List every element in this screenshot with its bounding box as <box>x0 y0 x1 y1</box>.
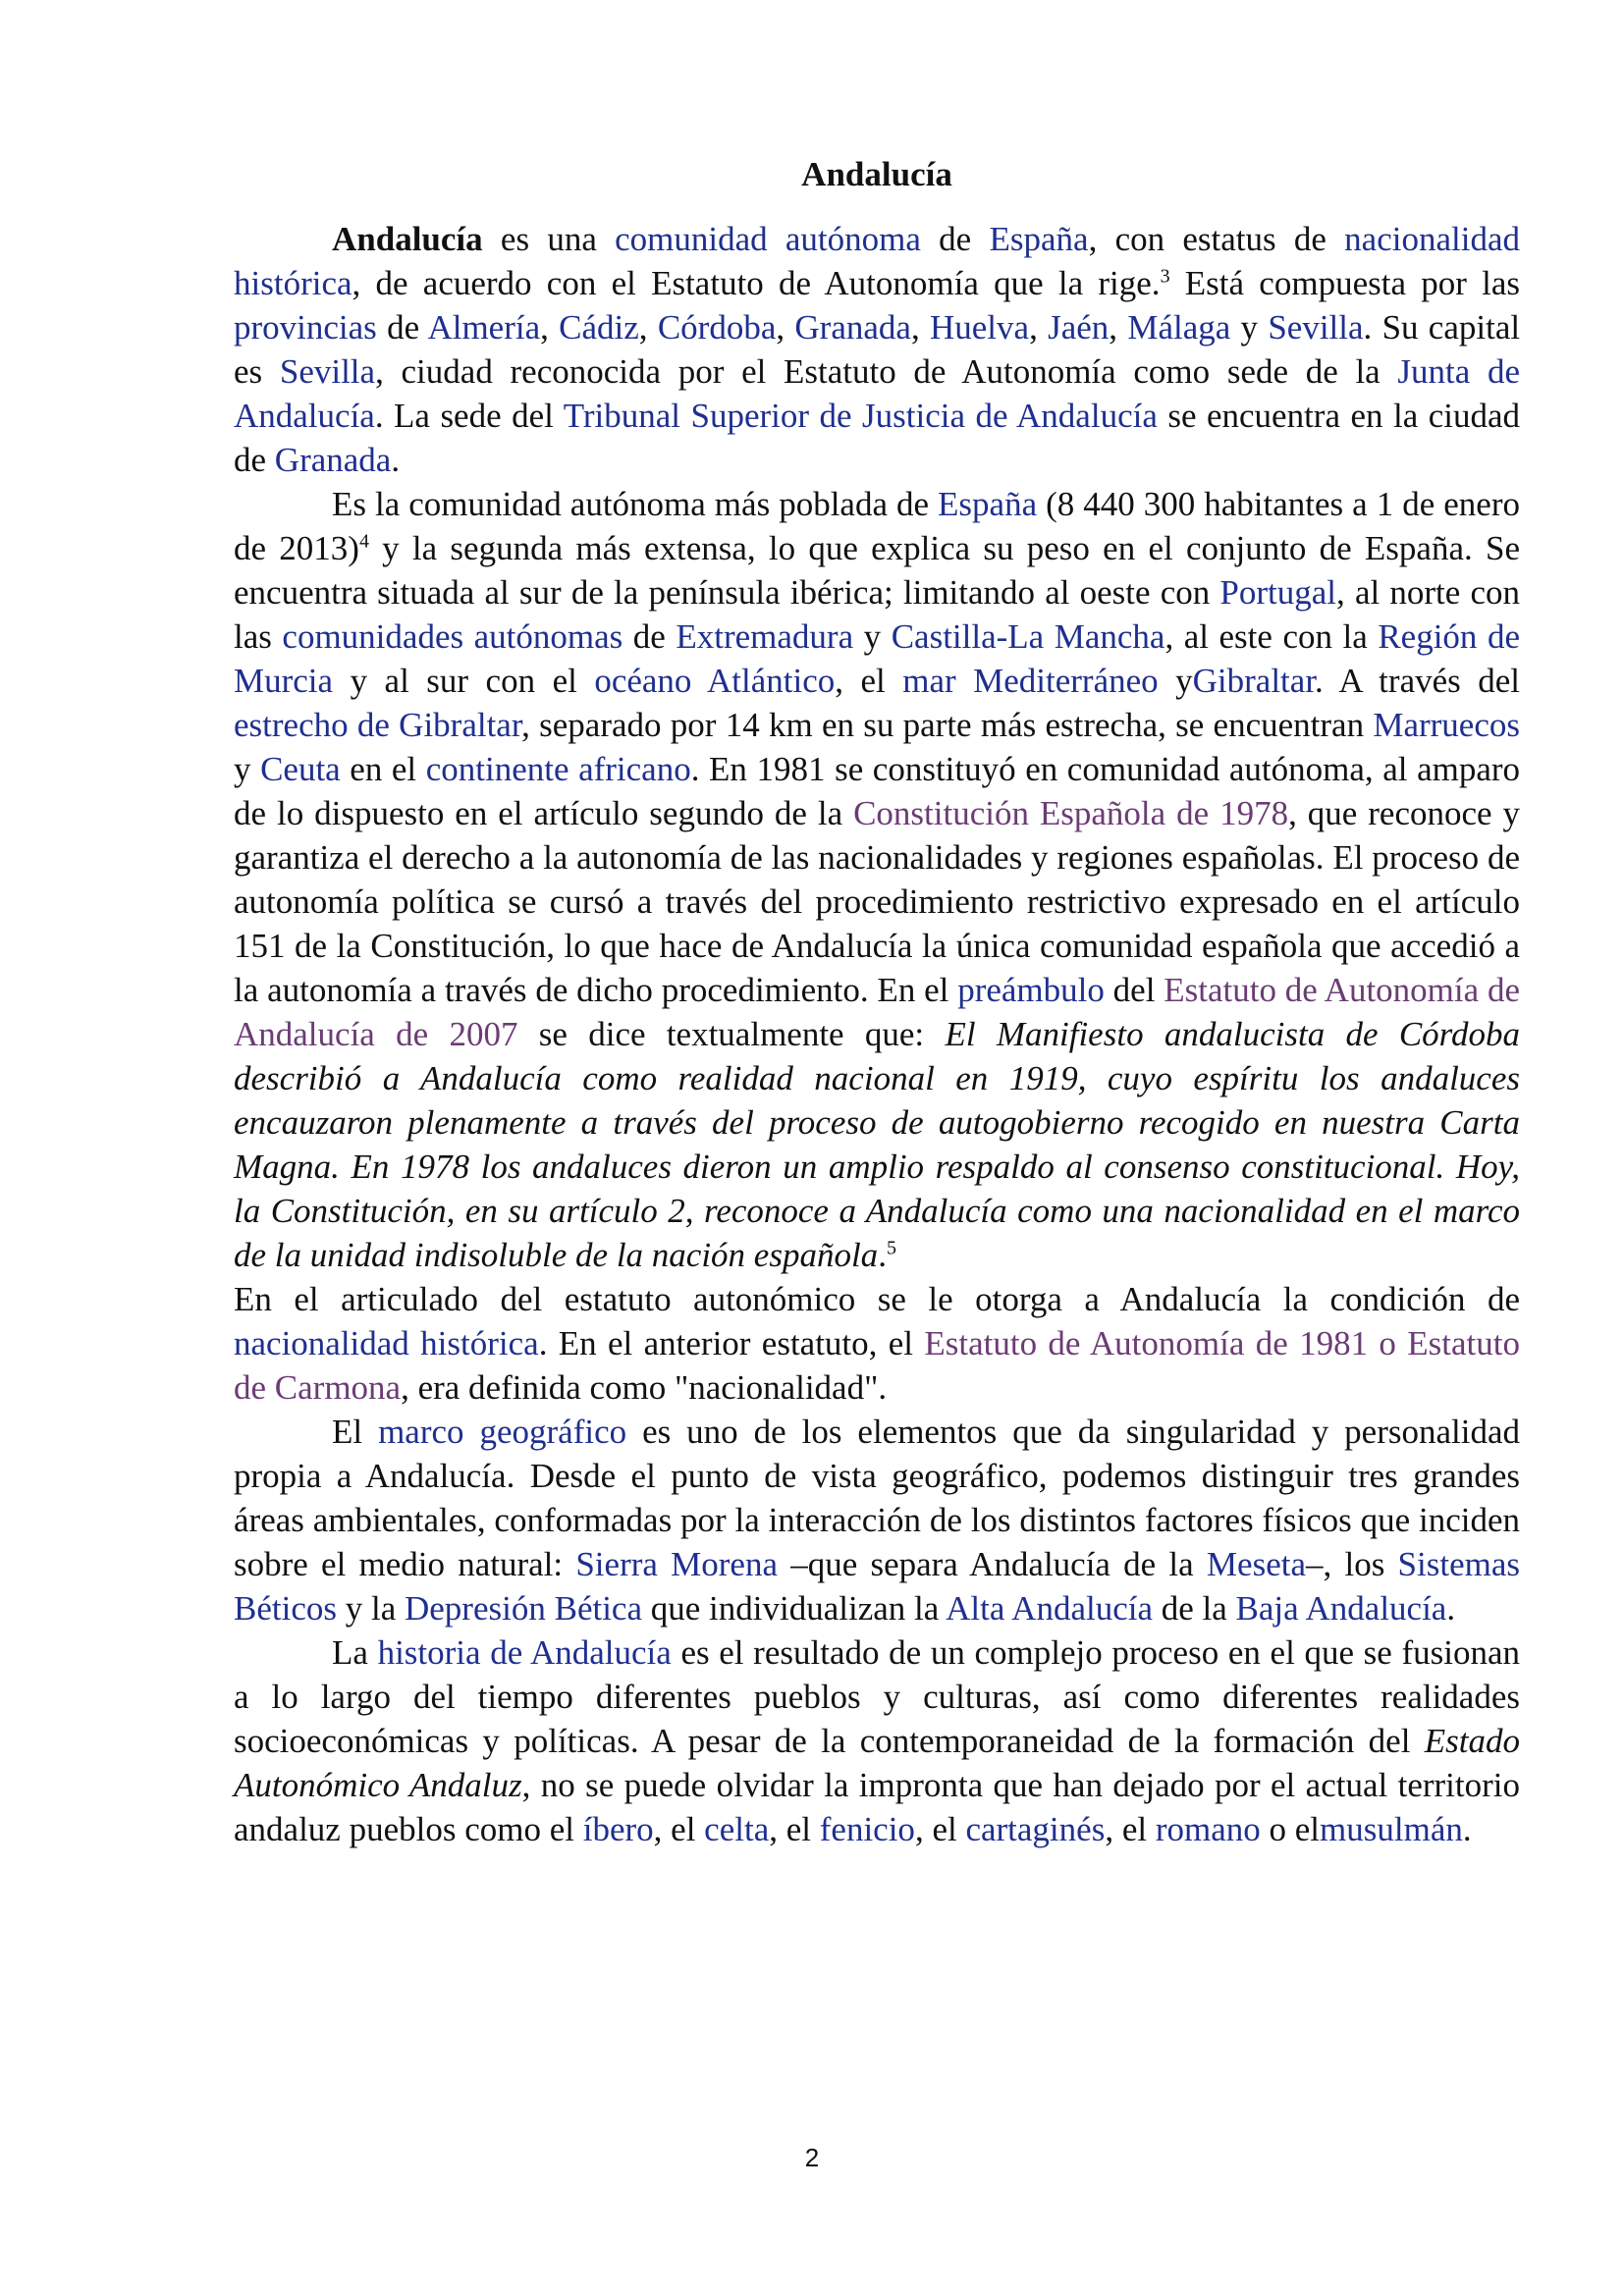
text: de <box>623 617 677 656</box>
text: y la segunda más extensa, lo que explica su peso en el conjunto de España. Se encuentra situada al sur de la península ibérica; limitando al oeste con <box>234 529 1520 612</box>
text: es uno de los elementos que da singularidad y personalidad propia a Andalucía. Desde el punto de vista geográfico, podemos distinguir tres grandes áreas ambientales, conformadas por la interacción de los distintos factores físicos que inciden sobre el medio natural: <box>234 1413 1520 1583</box>
link-mar-mediterraneo[interactable]: mar Mediterráneo <box>902 662 1159 700</box>
link-marco-geografico[interactable]: marco geográfico <box>378 1413 627 1451</box>
link-tribunal-superior[interactable]: Tribunal Superior de Justicia de Andalucía <box>563 397 1158 435</box>
text: , el <box>914 1810 966 1848</box>
link-sistemas-beticos[interactable]: Sistemas Béticos <box>234 1545 1520 1628</box>
paragraph-population <box>234 482 1520 1277</box>
link-constitucion-1978[interactable]: Constitución Española de 1978 <box>853 794 1289 832</box>
link-cartagines[interactable]: cartaginés <box>965 1810 1106 1848</box>
paragraph-historia <box>234 1630 1520 1851</box>
text: , <box>776 308 795 347</box>
text: de la <box>1153 1589 1236 1628</box>
document-body <box>234 152 1520 1851</box>
link-sevilla[interactable]: Sevilla <box>1268 308 1364 347</box>
link-cadiz[interactable]: Cádiz <box>559 308 639 347</box>
link-extremadura[interactable]: Extremadura <box>676 617 854 656</box>
link-alta-andalucia[interactable]: Alta Andalucía <box>946 1589 1153 1628</box>
text: , al este con la <box>1164 617 1379 656</box>
link-ceuta[interactable]: Ceuta <box>260 750 341 788</box>
text: y <box>1230 308 1269 347</box>
page-title: Andalucía <box>801 155 952 193</box>
text: , separado por 14 km en su parte más estrecha, se encuentran <box>521 706 1374 744</box>
link-portugal[interactable]: Portugal <box>1219 573 1337 612</box>
text: Es la comunidad autónoma más poblada de <box>332 485 939 523</box>
text: se dice textualmente que: <box>517 1015 946 1053</box>
text: en el <box>340 750 426 788</box>
text: , ciudad reconocida por el Estatuto de Autonomía como sede de la <box>375 352 1398 391</box>
link-junta-de-andalucia[interactable]: Junta de Andalucía <box>234 352 1521 435</box>
link-espana[interactable]: España <box>938 485 1038 523</box>
link-sierra-morena[interactable]: Sierra Morena <box>575 1545 778 1583</box>
text: , el <box>1105 1810 1156 1848</box>
text: . <box>1446 1589 1456 1628</box>
text: , al norte con las <box>234 573 1520 656</box>
text: , <box>1109 308 1128 347</box>
link-continente-africano[interactable]: continente africano <box>425 750 691 788</box>
text: o el <box>1260 1810 1321 1848</box>
text: es el resultado de un complejo proceso en el que se fusionan a lo largo del tiempo diferentes pueblos y culturas, así como diferentes realidades socioeconómicas y políticas. A pesar de la contemporaneidad de la formación del <box>234 1633 1520 1760</box>
paragraph-geografia <box>234 1410 1520 1630</box>
link-provincias[interactable]: provincias <box>234 308 377 347</box>
link-romano[interactable]: romano <box>1155 1810 1261 1848</box>
text: , el <box>769 1810 820 1848</box>
link-estrecho-de-gibraltar[interactable]: estrecho de Gibraltar <box>234 706 522 744</box>
bold-term: Andalucía <box>332 220 483 258</box>
link-preambulo[interactable]: preámbulo <box>957 971 1105 1009</box>
text: , con estatus de <box>1088 220 1345 258</box>
text: . En 1981 se constituyó en comunidad autónoma, al amparo de lo dispuesto en el artículo segundo de la <box>234 750 1521 832</box>
link-historia-de-andalucia[interactable]: historia de Andalucía <box>377 1633 672 1672</box>
link-comunidad-autonoma[interactable]: comunidad autónoma <box>615 220 921 258</box>
text: , <box>910 308 930 347</box>
link-celta[interactable]: celta <box>704 1810 770 1848</box>
text: . <box>878 1236 887 1274</box>
page-number: 2 <box>804 2143 820 2172</box>
text: y <box>1158 662 1193 700</box>
text: La <box>332 1633 378 1672</box>
link-baja-andalucia[interactable]: Baja Andalucía <box>1235 1589 1447 1628</box>
text: se encuentra en la ciudad de <box>234 397 1521 479</box>
text: . En el anterior estatuto, el <box>538 1324 925 1362</box>
text: , <box>1029 308 1049 347</box>
italic-term: Estado Autonómico Andaluz <box>234 1722 1520 1804</box>
quote-italic: El Manifiesto andalucista de Córdoba describió a Andalucía como realidad nacional en 1919, cuyo espíritu los andaluces encauzaron plenamente a través del proceso de autogobierno recogido en nuestra Carta Magna. En 1978 los andaluces dieron un amplio respaldo al consenso constitucional. Hoy, la Constitución, en su artículo 2, reconoce a Andalucía como una nacionalidad en el marco de la unidad indisoluble de la nación española <box>234 1015 1520 1274</box>
text: , <box>638 308 658 347</box>
link-granada[interactable]: Granada <box>794 308 911 347</box>
text: . Su capital es <box>234 308 1521 391</box>
text: , de acuerdo con el Estatuto de Autonomía que la rige. <box>352 264 1161 302</box>
link-ibero[interactable]: íbero <box>582 1810 654 1848</box>
link-nacionalidad-historica[interactable]: nacionalidad histórica <box>234 1324 539 1362</box>
footnote-ref-4[interactable]: 4 <box>358 530 369 553</box>
footnote-ref-5[interactable]: 5 <box>886 1237 896 1259</box>
link-estatuto-2007[interactable]: Estatuto de Autonomía de Andalucía de 2007 <box>234 971 1520 1053</box>
text: . <box>391 441 401 479</box>
link-gibraltar[interactable]: Gibraltar <box>1192 662 1316 700</box>
text: . A través del <box>1315 662 1520 700</box>
link-marruecos[interactable]: Marruecos <box>1373 706 1520 744</box>
link-granada-ciudad[interactable]: Granada <box>274 441 392 479</box>
text: , el <box>835 662 903 700</box>
text: que individualizan la <box>642 1589 947 1628</box>
link-depresion-betica[interactable]: Depresión Bética <box>405 1589 642 1628</box>
text: , <box>540 308 560 347</box>
link-castilla-la-mancha[interactable]: Castilla-La Mancha <box>891 617 1165 656</box>
link-espana[interactable]: España <box>989 220 1089 258</box>
text: es una <box>482 220 616 258</box>
text: , no se puede olvidar la impronta que han dejado por el actual territorio andaluz pueblos como el <box>234 1766 1520 1848</box>
link-huelva[interactable]: Huelva <box>929 308 1030 347</box>
text: En el articulado del estatuto autonómico se le otorga a Andalucía la condición de <box>234 1280 1520 1318</box>
text: –, los <box>1306 1545 1398 1583</box>
link-sevilla-capital[interactable]: Sevilla <box>279 352 376 391</box>
link-jaen[interactable]: Jaén <box>1048 308 1110 347</box>
link-fenicio[interactable]: fenicio <box>819 1810 915 1848</box>
link-malaga[interactable]: Málaga <box>1127 308 1231 347</box>
text: , el <box>653 1810 705 1848</box>
link-musulman[interactable]: musulmán <box>1320 1810 1463 1848</box>
link-nacionalidad-historica[interactable]: nacionalidad histórica <box>234 220 1520 302</box>
text: Está compuesta por las <box>1169 264 1521 302</box>
link-meseta[interactable]: Meseta <box>1206 1545 1306 1583</box>
text: (8 440 300 habitantes a 1 de enero de 2013) <box>234 485 1520 567</box>
text: y <box>234 750 261 788</box>
footnote-ref-3[interactable]: 3 <box>1160 265 1170 288</box>
link-almeria[interactable]: Almería <box>427 308 541 347</box>
link-cordoba[interactable]: Córdoba <box>657 308 777 347</box>
link-oceano-atlantico[interactable]: océano Atlántico <box>594 662 836 700</box>
text: , era definida como "nacionalidad". <box>401 1368 888 1407</box>
paragraph-articulado <box>234 1277 1520 1410</box>
text: y al sur con el <box>333 662 595 700</box>
link-comunidades-autonomas[interactable]: comunidades autónomas <box>282 617 623 656</box>
text: de <box>920 220 990 258</box>
text: de <box>376 308 428 347</box>
paragraph-intro <box>234 217 1520 482</box>
text: . La sede del <box>374 397 564 435</box>
text: . <box>1462 1810 1472 1848</box>
link-region-de-murcia[interactable]: Región de Murcia <box>234 617 1520 700</box>
link-estatuto-1981[interactable]: Estatuto de Autonomía de 1981 o Estatuto de Carmona <box>234 1324 1520 1407</box>
text: El <box>332 1413 379 1451</box>
text: –que separa Andalucía de la <box>777 1545 1207 1583</box>
text: , que reconoce y garantiza el derecho a la autonomía de las nacionalidades y regiones españolas. El proceso de autonomía política se cursó a través del procedimiento restrictivo expresado en el artículo 151 de la Constitución, lo que hace de Andalucía la única comunidad española que accedió a la autonomía a través de dicho procedimiento. En el <box>234 794 1520 1009</box>
text: del <box>1104 971 1164 1009</box>
text: y la <box>336 1589 405 1628</box>
text: y <box>853 617 892 656</box>
